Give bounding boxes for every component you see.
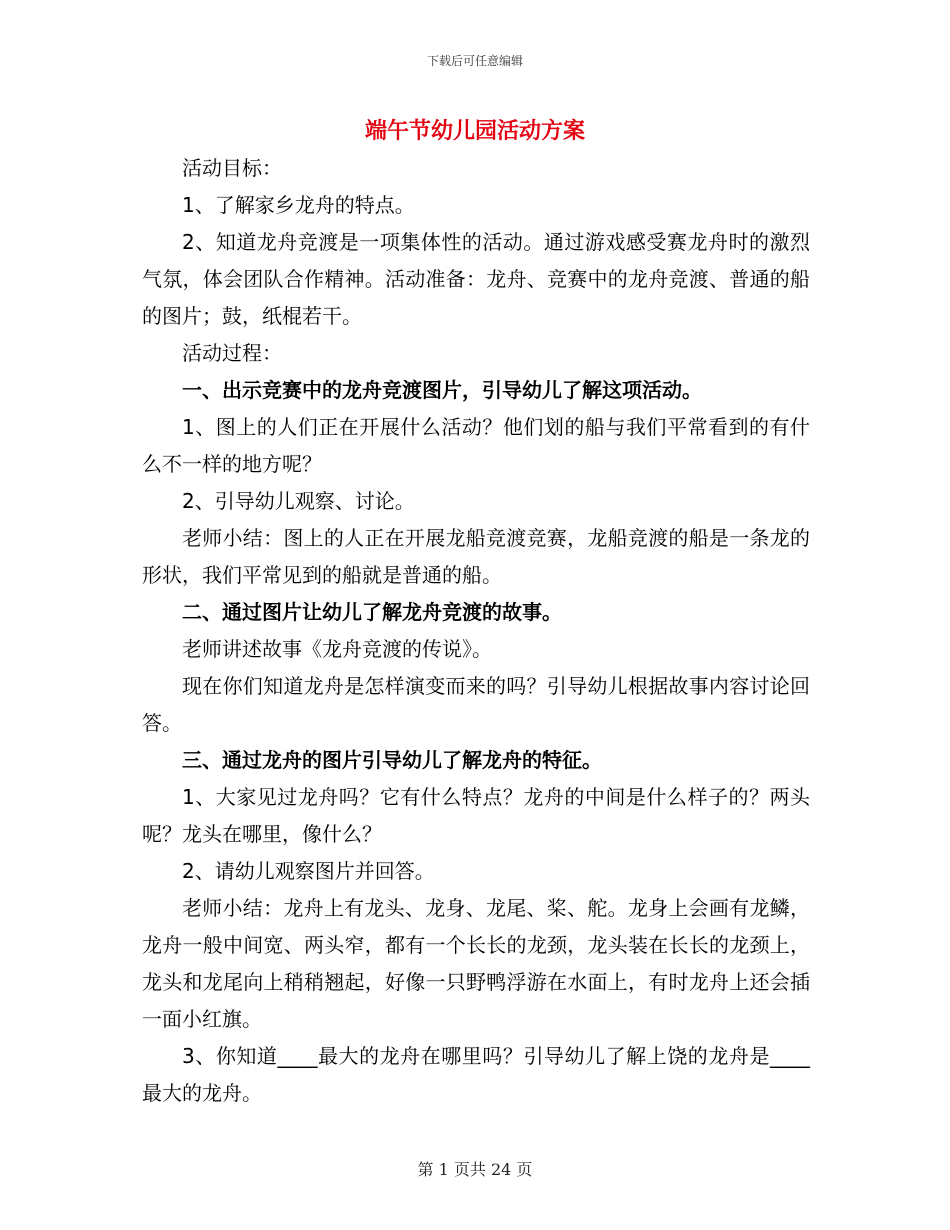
- paragraph: 老师小结：龙舟上有龙头、龙身、龙尾、桨、舵。龙身上会画有龙鳞，龙舟一般中间宽、两头窄，都有一个长长的龙颈，龙头装在长长的龙颈上，龙头和龙尾向上稍稍翘起，好像一只野鸭浮游在水面上，有时龙舟上还会插一面小红旗。: [142, 896, 810, 1031]
- paragraph: 1、大家见过龙舟吗？它有什么特点？龙舟的中间是什么样子的？两头呢？龙头在哪里，像什么？: [142, 785, 810, 846]
- section-heading: 一、出示竞赛中的龙舟竞渡图片，引导幼儿了解这项活动。: [182, 378, 702, 402]
- paragraph: 老师小结：图上的人正在开展龙船竞渡竞赛，龙船竞渡的船是一条龙的形状，我们平常见到的船就是普通的船。: [142, 526, 810, 587]
- section-heading: 三、通过龙舟的图片引导幼儿了解龙舟的特征。: [182, 748, 602, 772]
- paragraph: 老师讲述故事《龙舟竞渡的传说》。: [182, 637, 492, 661]
- paragraph: 3、你知道____最大的龙舟在哪里吗？引导幼儿了解上饶的龙舟是____最大的龙舟。: [142, 1044, 810, 1105]
- paragraph: 现在你们知道龙舟是怎样演变而来的吗？引导幼儿根据故事内容讨论回答。: [142, 674, 810, 735]
- paragraph: 2、请幼儿观察图片并回答。: [182, 859, 435, 883]
- paragraph: 1、图上的人们正在开展什么活动？他们划的船与我们平常看到的有什么不一样的地方呢？: [142, 415, 810, 476]
- section-heading: 二、通过图片让幼儿了解龙舟竞渡的故事。: [182, 600, 562, 624]
- page-footer: 第 1 页共 24 页: [417, 1160, 533, 1179]
- page-header: 下载后可任意编辑: [426, 54, 523, 68]
- paragraph: 1、了解家乡龙舟的特点。: [182, 193, 415, 217]
- paragraph: 活动目标：: [182, 156, 282, 180]
- paragraph: 2、引导幼儿观察、讨论。: [182, 489, 415, 513]
- document-title: 端午节幼儿园活动方案: [364, 119, 585, 144]
- paragraph: 2、知道龙舟竞渡是一项集体性的活动。通过游戏感受赛龙舟时的激烈气氛，体会团队合作精神。活动准备：龙舟、竞赛中的龙舟竞渡、普通的船的图片；鼓，纸棍若干。: [142, 230, 810, 328]
- paragraph: 活动过程：: [182, 341, 282, 365]
- document-body: [142, 150, 810, 1112]
